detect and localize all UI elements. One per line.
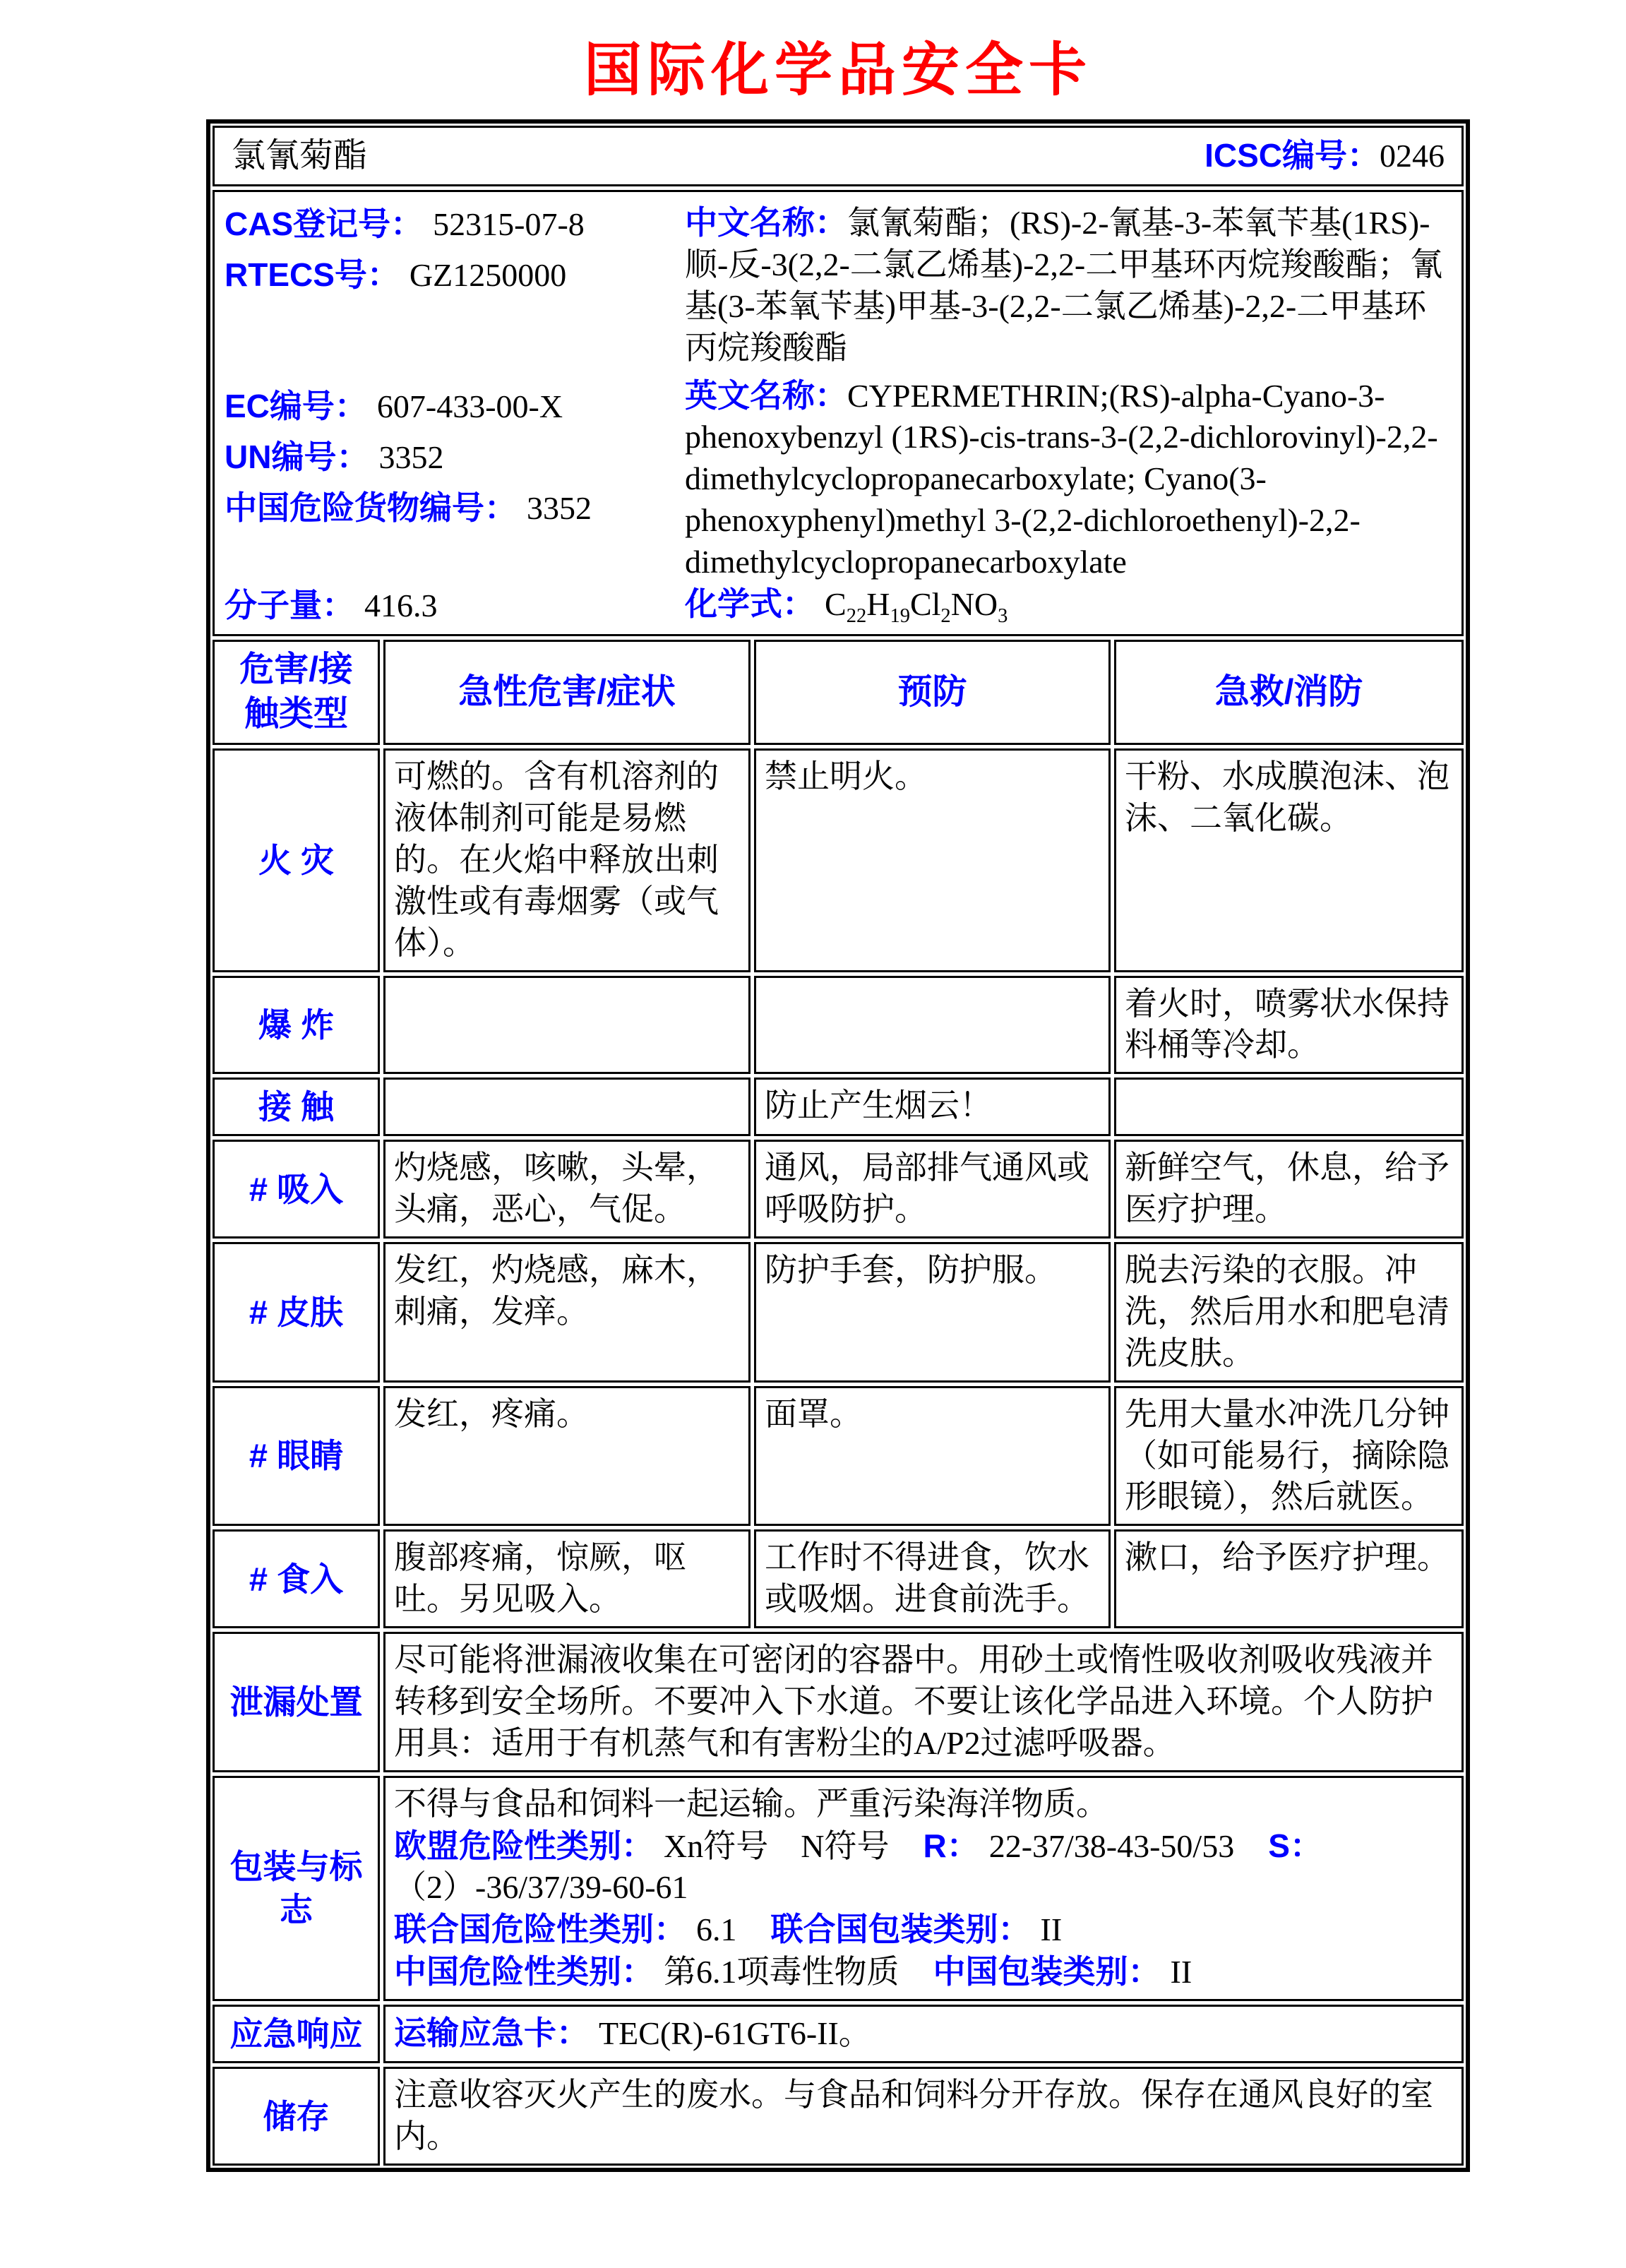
rtecs-value: GZ1250000 [409,256,567,293]
first-aid-cell: 着火时，喷雾状水保持料桶等冷却。 [1114,976,1464,1075]
storage-row [213,2067,1464,2166]
formula-label: 化学式： [685,585,815,622]
response-row [213,2005,1464,2063]
icsc-number-group [1204,135,1445,177]
cn-class-label: 中国危险性类别： [394,1953,654,1991]
first-aid-cell [1114,1078,1464,1136]
prevention-cell: 工作时不得进食，饮水或吸烟。进食前洗手。 [754,1529,1111,1628]
spill-row [213,1632,1464,1772]
first-aid-cell: 新鲜空气，休息，给予医疗护理。 [1114,1140,1464,1239]
molecular-weight-label: 分子量： [225,586,354,623]
chinese-name-label: 中文名称： [685,204,847,241]
storage-label: 储存 [213,2067,380,2166]
hazard-row-skin [213,1242,1464,1383]
safety-card [206,119,1470,2172]
eu-class-value: Xn符号 N符号 [664,1827,890,1864]
hazard-type-cell: # 食入 [213,1529,380,1628]
un-pack-label: 联合国包装类别： [770,1911,1031,1948]
hazard-type-cell: 火 灾 [213,748,380,972]
prevention-cell: 禁止明火。 [754,748,1111,972]
hazard-row-exposure [213,1078,1464,1136]
rtecs-line [225,254,671,297]
english-name-value: CYPERMETHRIN;(RS)-alpha-Cyano-3-phenoxybenzyl (1RS)-cis-trans-3-(2,2-dichlorovinyl)-2,2-dimethylcyclopropanecarboxylate; Cyano(3-phenoxyphenyl)methyl 3-(2,2-dichloroethenyl)-2,2-dimethylcyclopropanecarboxylate [685,377,1438,580]
formula-line [685,583,1452,630]
molecular-weight-value: 416.3 [364,587,438,623]
packaging-transport-line: 不得与食品和饲料一起运输。严重污染海洋物质。 [394,1785,1108,1822]
transport-card-value: TEC(R)-61GT6-II。 [599,2015,871,2052]
hazard-type-cell: 接 触 [213,1078,380,1136]
chinese-name-paragraph [685,196,1452,369]
r-phrases-value: 22-37/38-43-50/53 [988,1827,1235,1864]
molecular-weight-line [225,585,671,627]
name-row [213,126,1464,186]
ec-line [225,386,671,428]
r-phrases-label: R： [923,1827,979,1864]
un-line [225,436,671,479]
hazard-header-type: 危害/接触类型 [213,640,380,745]
identity-cell [213,190,1464,636]
chinese-name-value: 氯氰菊酯；(RS)-2-氰基-3-苯氧苄基(1RS)-顺-反-3(2,2-二氯乙烯基)-2,2-二甲基环丙烷羧酸酯；氰基(3-苯氧苄基)甲基-3-(2,2-二氯乙烯基)-2,2-二甲基环丙烷羧酸酯 [685,205,1443,366]
ec-value: 607-433-00-X [376,388,563,424]
formula-value: $C_{22}H_{19}Cl_2NO_3$ [825,585,1008,628]
hazard-row-fire [213,748,1464,972]
packaging-s-line: （2）-36/37/39-60-61 [394,1869,688,1906]
storage-text: 注意收容灭火产生的废水。与食品和饲料分开存放。保存在通风良好的室内。 [383,2067,1464,2166]
china-dg-value: 3352 [527,489,592,526]
packaging-content [383,1776,1464,2001]
transport-card-label: 运输应急卡： [394,2015,589,2052]
first-aid-cell: 脱去污染的衣服。冲洗，然后用水和肥皂清洗皮肤。 [1114,1242,1464,1383]
symptoms-cell [383,976,751,1075]
eu-class-label: 欧盟危险性类别： [394,1827,654,1864]
hazard-type-cell: # 皮肤 [213,1242,380,1383]
un-value: 3352 [378,438,444,475]
cas-label: CAS登记号： [225,205,424,242]
hazard-row-inhalation [213,1140,1464,1239]
spill-text: 尽可能将泄漏液收集在可密闭的容器中。用砂土或惰性吸收剂吸收残液并转移到安全场所。不要冲入下水道。不要让该化学品进入环境。个人防护用具：适用于有机蒸气和有害粉尘的A/P2过滤呼吸器。 [383,1632,1464,1772]
packaging-eu-line [394,1825,1453,1868]
icsc-number: 0246 [1380,138,1445,174]
hazard-type-cell: 爆 炸 [213,976,380,1075]
prevention-cell [754,976,1111,1075]
spill-label: 泄漏处置 [213,1632,380,1772]
hazard-header-row [213,640,1464,745]
prevention-cell: 通风，局部排气通风或呼吸防护。 [754,1140,1111,1239]
packaging-cn-line [394,1951,1453,1993]
packaging-un-line [394,1909,1453,1951]
hazard-type-cell: # 吸入 [213,1140,380,1239]
hazard-type-cell: # 眼睛 [213,1386,380,1527]
cn-pack-value: II [1170,1954,1192,1991]
china-dg-line [225,487,671,530]
cn-class-value: 第6.1项毒性物质 [664,1954,899,1991]
symptoms-cell: 腹部疼痛，惊厥，呕吐。另见吸入。 [383,1529,751,1628]
cn-pack-label: 中国包装类别： [933,1953,1161,1991]
packaging-label: 包装与标志 [213,1776,380,2001]
page-title: 国际化学品安全卡 [583,38,1092,102]
identifier-column [225,196,685,630]
s-phrases-label: S： [1268,1827,1322,1864]
hazard-header-firstaid: 急救/消防 [1114,640,1464,745]
name-header-cell [213,126,1464,186]
chemical-name: 氯氰菊酯 [232,137,368,175]
identity-row [213,190,1464,636]
icsc-label: ICSC编号： [1204,137,1380,174]
symptoms-cell [383,1078,751,1136]
hazard-header-symptoms: 急性危害/症状 [383,640,751,745]
un-class-value: 6.1 [696,1911,737,1948]
english-name-label: 英文名称： [685,376,847,414]
hazard-row-ingestion [213,1529,1464,1628]
cas-value: 52315-07-8 [433,206,585,242]
prevention-cell: 防止产生烟云！ [754,1078,1111,1136]
un-pack-value: II [1040,1911,1063,1948]
symptoms-cell: 灼烧感，咳嗽，头晕，头痛，恶心，气促。 [383,1140,751,1239]
cas-line [225,203,671,246]
first-aid-cell: 先用大量水冲洗几分钟（如可能易行，摘除隐形眼镜），然后就医。 [1114,1386,1464,1527]
symptoms-cell: 发红，疼痛。 [383,1386,751,1527]
hazard-row-explosion [213,976,1464,1075]
packaging-row [213,1776,1464,2001]
china-dg-label: 中国危险货物编号： [225,489,517,526]
symptoms-cell: 可燃的。含有机溶剂的液体制剂可能是易燃的。在火焰中释放出刺激性或有毒烟雾（或气体）。 [383,748,751,972]
ec-label: EC编号： [225,387,367,424]
rtecs-label: RTECS号： [225,256,400,293]
prevention-cell: 防护手套，防护服。 [754,1242,1111,1383]
english-name-paragraph [685,369,1452,583]
un-class-label: 联合国危险性类别： [394,1911,686,1948]
first-aid-cell: 漱口，给予医疗护理。 [1114,1529,1464,1628]
hazard-row-eyes [213,1386,1464,1527]
response-label: 应急响应 [213,2005,380,2063]
hazard-header-prevention: 预防 [754,640,1111,745]
first-aid-cell: 干粉、水成膜泡沫、泡沫、二氧化碳。 [1114,748,1464,972]
prevention-cell: 面罩。 [754,1386,1111,1527]
un-label: UN编号： [225,438,369,475]
response-content [383,2005,1464,2063]
names-column [685,196,1452,630]
symptoms-cell: 发红，灼烧感，麻木，刺痛，发痒。 [383,1242,751,1383]
